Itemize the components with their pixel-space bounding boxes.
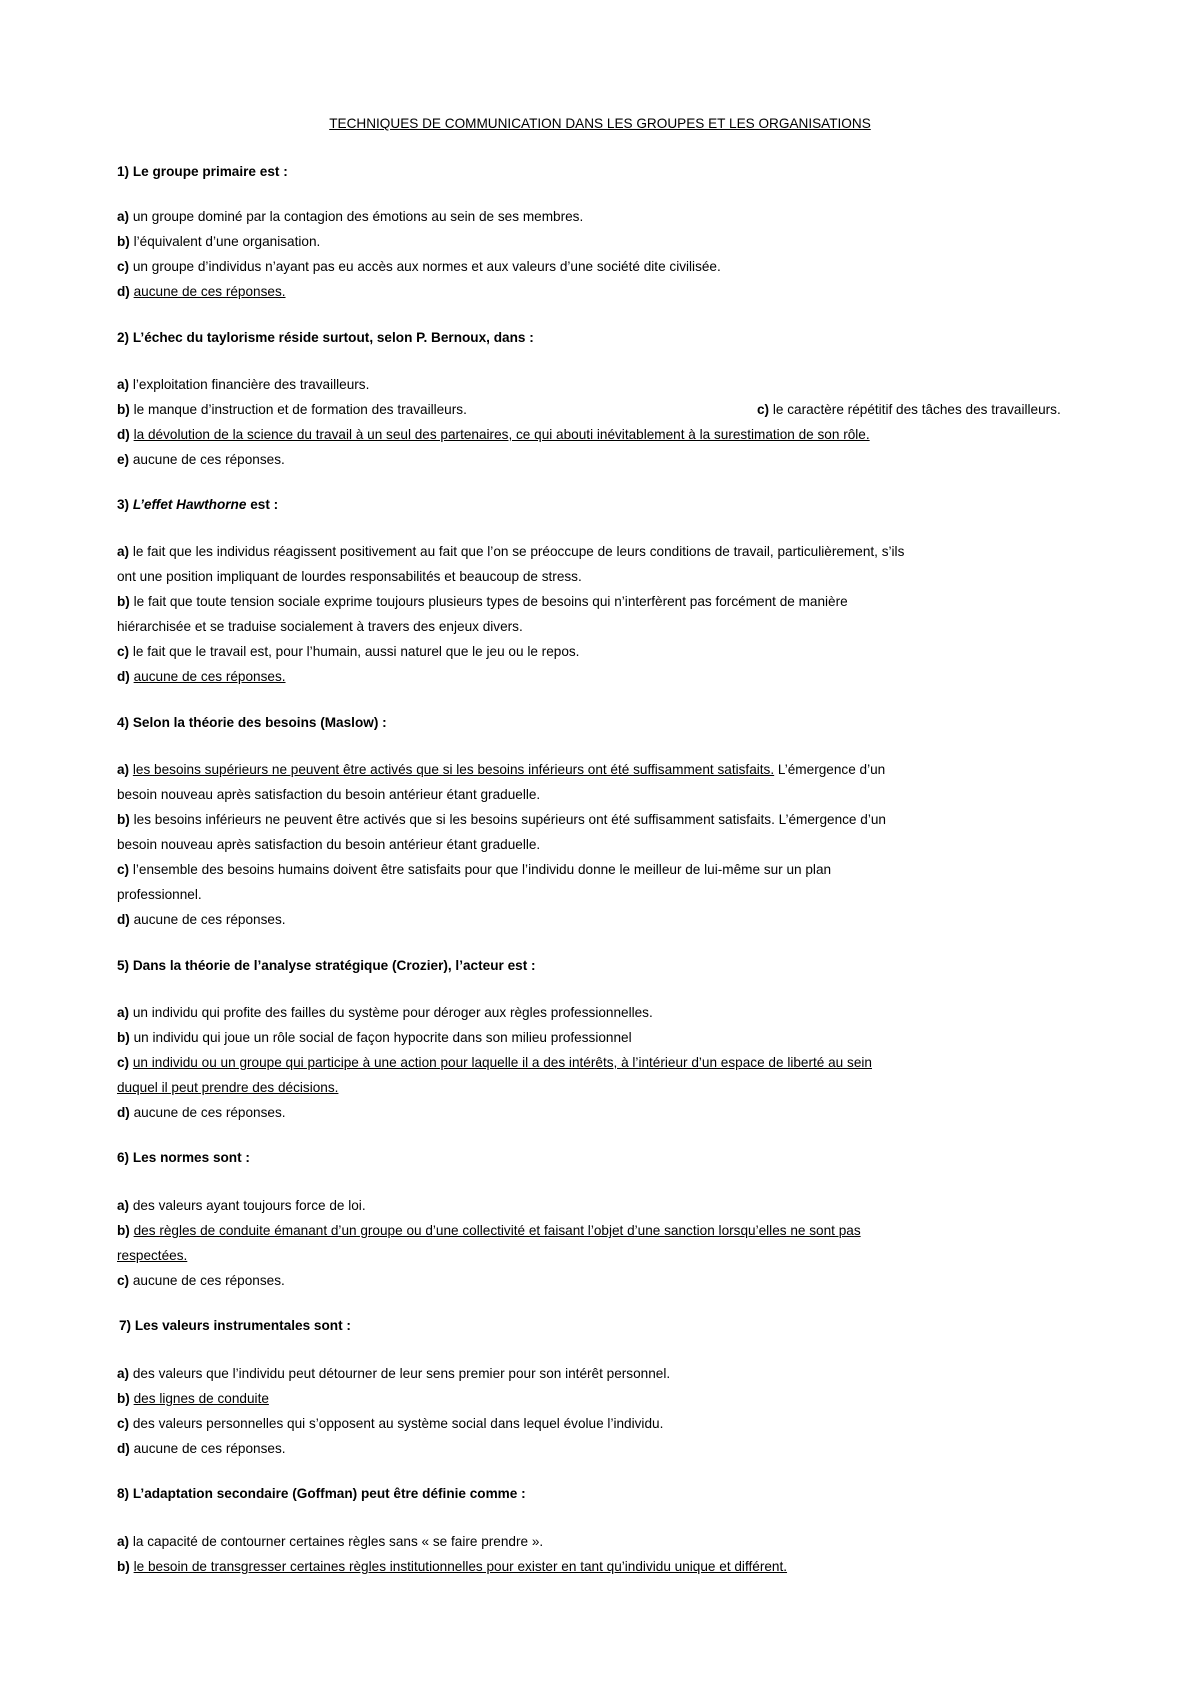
answer-letter: d)	[117, 669, 130, 684]
q7-answer-c	[117, 1411, 1107, 1436]
answer-letter: d)	[117, 284, 130, 299]
answer-text: un individu ou un groupe qui participe à une action pour laquelle il a des intérêts, à l’intérieur d’un espace de liberté au sein	[132, 1055, 872, 1070]
answer-letter: c)	[117, 1273, 130, 1288]
q4-answer-c-line1	[117, 857, 1107, 882]
answer-text: aucune de ces réponses.	[133, 669, 286, 684]
answer-text: des règles de conduite émanant d’un groupe ou d’une collectivité et faisant l’objet d’une sanction lorsqu’elles ne sont pas	[133, 1223, 861, 1238]
q8-answer-b	[117, 1554, 1107, 1579]
question-7: 7) Les valeurs instrumentales sont :	[119, 1318, 351, 1333]
q2-answer-b-c-row	[117, 397, 1107, 422]
question-5: 5) Dans la théorie de l’analyse stratégique (Crozier), l’acteur est :	[117, 958, 536, 973]
answer-text: des lignes de conduite	[133, 1391, 269, 1406]
answer-letter: c)	[117, 1055, 130, 1070]
answer-text: la capacité de contourner certaines règles sans « se faire prendre ».	[132, 1534, 544, 1549]
q7-answer-a	[117, 1361, 1107, 1386]
q6-answer-b-line2: respectées.	[117, 1248, 188, 1263]
answer-letter: a)	[117, 377, 130, 392]
answer-letter: d)	[117, 1441, 130, 1456]
answer-letter: b)	[117, 812, 130, 827]
q5-answer-a	[117, 1000, 1107, 1025]
answer-text-underlined: les besoins supérieurs ne peuvent être activés que si les besoins inférieurs ont été suffisamment satisfaits.	[132, 762, 775, 777]
q7-answer-b	[117, 1386, 1107, 1411]
answer-letter: b)	[117, 234, 130, 249]
answer-text: L’émergence d’un	[774, 762, 886, 777]
q3-answer-d	[117, 664, 1107, 689]
q4-answer-a-line1	[117, 757, 1107, 782]
answer-text: l’ensemble des besoins humains doivent être satisfaits pour que l’individu donne le meilleur de lui-même sur un plan	[132, 862, 832, 877]
q3-answer-b-line1	[117, 589, 1107, 614]
q4-answer-b-line2: besoin nouveau après satisfaction du besoin antérieur étant graduelle.	[117, 837, 541, 852]
question-2: 2) L’échec du taylorisme réside surtout, selon P. Bernoux, dans :	[117, 330, 534, 345]
q2-answer-e	[117, 447, 1107, 472]
question-8: 8) L’adaptation secondaire (Goffman) peut être définie comme :	[117, 1486, 526, 1501]
answer-letter: a)	[117, 1534, 130, 1549]
answer-text: des valeurs que l’individu peut détourner de leur sens premier pour son intérêt personnel.	[132, 1366, 671, 1381]
q6-answer-b-line1	[117, 1218, 1107, 1243]
answer-text: un groupe d’individus n’ayant pas eu accès aux normes et aux valeurs d’une société dite civilisée.	[132, 259, 721, 274]
q3-answer-c	[117, 639, 1107, 664]
answer-text: un individu qui profite des failles du système pour déroger aux règles professionnelles.	[132, 1005, 653, 1020]
answer-letter: a)	[117, 1198, 130, 1213]
answer-letter: a)	[117, 1366, 130, 1381]
q5-answer-c-line1	[117, 1050, 1107, 1075]
question-italic-term: L’effet Hawthorne	[132, 497, 247, 512]
question-3	[117, 497, 1107, 512]
answer-text: le fait que le travail est, pour l’humain, aussi naturel que le jeu ou le repos.	[132, 644, 580, 659]
answer-text: un individu qui joue un rôle social de façon hypocrite dans son milieu professionnel	[133, 1030, 632, 1045]
q1-answer-d	[117, 279, 1107, 304]
answer-text: le fait que les individus réagissent positivement au fait que l’on se préoccupe de leurs conditions de travail, particulièrement, s’ils	[132, 544, 905, 559]
q4-answer-a-line2: besoin nouveau après satisfaction du besoin antérieur étant graduelle.	[117, 787, 541, 802]
q1-answer-b	[117, 229, 1107, 254]
question-6: 6) Les normes sont :	[117, 1150, 250, 1165]
q3-answer-a-line2: ont une position impliquant de lourdes responsabilités et beaucoup de stress.	[117, 569, 582, 584]
answer-letter: c)	[117, 644, 130, 659]
q5-answer-c-line2: duquel il peut prendre des décisions.	[117, 1080, 339, 1095]
answer-letter: b)	[117, 1559, 130, 1574]
answer-text: aucune de ces réponses.	[133, 284, 286, 299]
answer-text: l’équivalent d’une organisation.	[133, 234, 321, 249]
answer-letter: c)	[117, 862, 130, 877]
answer-text: les besoins inférieurs ne peuvent être activés que si les besoins supérieurs ont été suffisamment satisfaits. L’émergence d’un	[133, 812, 886, 827]
answer-text: aucune de ces réponses.	[132, 452, 285, 467]
answer-letter: b)	[117, 594, 130, 609]
answer-text: le besoin de transgresser certaines règles institutionnelles pour exister en tant qu’individu unique et différent.	[133, 1559, 788, 1574]
answer-text: aucune de ces réponses.	[132, 1273, 285, 1288]
answer-letter: b)	[117, 402, 130, 417]
question-suffix: est :	[250, 497, 279, 512]
answer-letter: b)	[117, 1223, 130, 1238]
answer-letter: b)	[117, 1030, 130, 1045]
answer-text: le manque d’instruction et de formation des travailleurs.	[133, 402, 467, 417]
answer-letter: a)	[117, 209, 130, 224]
q3-answer-a-line1	[117, 539, 1107, 564]
answer-letter: d)	[117, 427, 130, 442]
answer-text: un groupe dominé par la contagion des émotions au sein de ses membres.	[132, 209, 584, 224]
q4-answer-d	[117, 907, 1107, 932]
q2-answer-d	[117, 422, 1107, 447]
answer-text: le fait que toute tension sociale exprime toujours plusieurs types de besoins qui n’interfèrent pas forcément de manière	[133, 594, 848, 609]
question-4: 4) Selon la théorie des besoins (Maslow) :	[117, 715, 387, 730]
q7-answer-d	[117, 1436, 1107, 1461]
q6-answer-a	[117, 1193, 1107, 1218]
q5-answer-d	[117, 1100, 1107, 1125]
q2-answer-c	[757, 397, 1061, 422]
answer-letter: e)	[117, 452, 130, 467]
answer-text: l’exploitation financière des travailleurs.	[132, 377, 370, 392]
answer-letter: c)	[117, 1416, 130, 1431]
answer-text: la dévolution de la science du travail à un seul des partenaires, ce qui abouti inévitablement à la surestimation de son rôle.	[133, 427, 870, 442]
answer-letter: c)	[757, 402, 770, 417]
question-number: 3)	[117, 497, 130, 512]
q2-answer-a	[117, 372, 1107, 397]
q8-answer-a	[117, 1529, 1107, 1554]
q4-answer-b-line1	[117, 807, 1107, 832]
q4-answer-c-line2: professionnel.	[117, 887, 202, 902]
q3-answer-b-line2: hiérarchisée et se traduise socialement à travers des enjeux divers.	[117, 619, 523, 634]
answer-text: des valeurs ayant toujours force de loi.	[132, 1198, 366, 1213]
answer-text: aucune de ces réponses.	[133, 1105, 286, 1120]
question-1: 1) Le groupe primaire est :	[117, 164, 288, 179]
q1-answer-a	[117, 204, 1107, 229]
answer-letter: a)	[117, 544, 130, 559]
answer-letter: b)	[117, 1391, 130, 1406]
q1-answer-c	[117, 254, 1107, 279]
page-title: TECHNIQUES DE COMMUNICATION DANS LES GROUPES ET LES ORGANISATIONS	[329, 116, 871, 131]
answer-letter: a)	[117, 762, 130, 777]
answer-letter: a)	[117, 1005, 130, 1020]
answer-text: des valeurs personnelles qui s’opposent au système social dans lequel évolue l’individu.	[132, 1416, 664, 1431]
answer-text: aucune de ces réponses.	[133, 1441, 286, 1456]
answer-text: aucune de ces réponses.	[133, 912, 286, 927]
q5-answer-b	[117, 1025, 1107, 1050]
answer-letter: d)	[117, 1105, 130, 1120]
answer-text: le caractère répétitif des tâches des travailleurs.	[772, 402, 1061, 417]
answer-letter: c)	[117, 259, 130, 274]
answer-letter: d)	[117, 912, 130, 927]
q6-answer-c	[117, 1268, 1107, 1293]
